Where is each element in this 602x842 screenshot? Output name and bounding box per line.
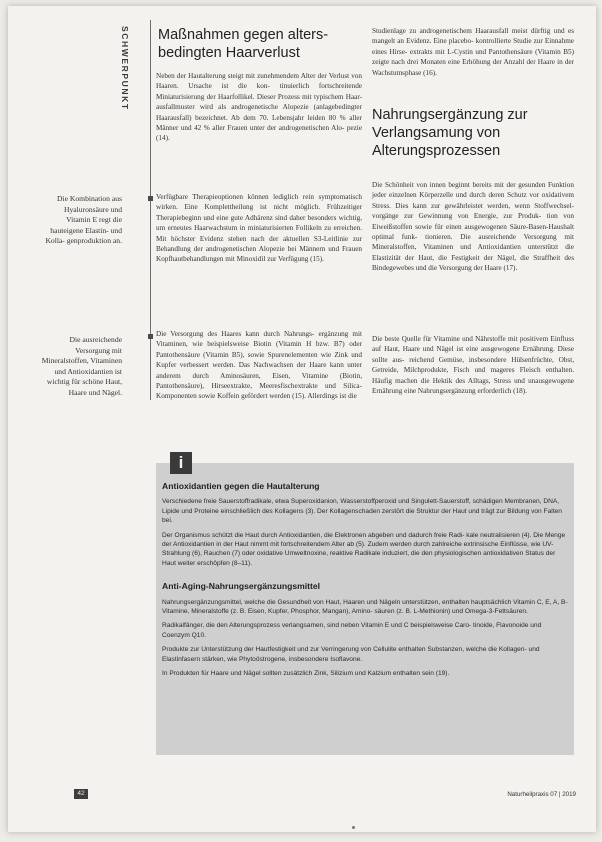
info-paragraph: Verschiedene freie Sauerstoffradikale, etwa Superoxidanion, Wasserstoffperoxid und Singulett-Sauerstoff, schädigen Membranen, DNA, Lipide und Proteine einschließlich des Kollagens (3). Der Kollagenschaden zerstört die Struktur der Haut und trägt zur Bildung von Falten bei. <box>162 498 562 525</box>
bullet-marker <box>148 196 153 201</box>
left-paragraph <box>156 192 362 271</box>
paragraph: Die Versorgung des Haares kann durch Nahrungs- ergänzung mit Vitaminen, wie beispielsweise Biotin (Vitamin H bzw. B7) oder Pantothensäure (Vitamin B5), sowie Spurenelementen wie Zink und Kupfer verbessert werden. Das Nachwachsen der Haare kann unter anderem durch Aminosäuren, Eisen, Vitamine (Biotin, Pantothensäure), Hirseextrakte, Meeresfischextrakte und Silica-Komponenten sowie Koffein gefördert werden (15). Allerdings ist die <box>156 330 362 401</box>
info-paragraph: Radikalfänger, die den Alterungsprozess verlangsamen, sind neben Vitamin E und C beispielsweise Caro- tinoide, Flavonoide und Coenzym Q10. <box>162 622 542 639</box>
info-heading: Anti-Aging-Nahrungsergänzungsmittel <box>162 581 321 592</box>
section-label: SCHWERPUNKT <box>120 26 130 111</box>
left-heading: Maßnahmen gegen alters- bedingten Haarverlust <box>158 27 329 61</box>
right-paragraph <box>372 26 574 84</box>
paragraph: Die beste Quelle für Vitamine und Nährstoffe mit positivem Einfluss auf Haut, Haare und Nägel ist eine ausgewogene Ernährung. Diese sollte aus- reichend Gemüse, insbesondere Hülsenfrüchte, Obst, Getreide, Milchprodukte, Fisch und mageres Fleisch enthalten. Häufig machen die Hektik des Alltags, Stress und unausgewogene Ernährung eine Nahrungsergänzung erforderlich (18). <box>372 335 574 396</box>
right-heading: Nahrungsergänzung zur Verlangsamung von Alterungsprozessen <box>372 107 528 159</box>
column-divider <box>150 20 151 400</box>
info-box-content <box>162 482 568 684</box>
info-icon: i <box>170 452 192 474</box>
info-paragraph: Der Organismus schützt die Haut durch Antioxidantien, die Elektronen abgeben und dadurch freie Radi- kale neutralisieren (4). Die Menge der Antioxidantien in der Haut nimmt mit fortschreitendem Alter ab (5). Zudem werden durch zahlreiche extrinsische Einflüsse, wie UV-Strahlung (6), Rauchen (7) oder oxidative Umweltnoxine, reaktive Radikale induziert, die den physiologischen antioxidativen Status der Haut weiter erschöpfen (8–11). <box>162 531 566 567</box>
left-paragraph <box>156 71 362 150</box>
paragraph: Studienlage zu androgenetischem Haarausfall meist dürftig und es mangelt an Evidenz. Eine placebo- kontrollierte Studie zur Einnahme eines Hirse- extrakts mit L-Cystin und Pantothensäure (Vitamin B5) zeigte nach drei Monaten eine Erhöhung der Anzahl der Haare in der Wachstumsphase (16). <box>372 27 574 77</box>
bullet-marker <box>148 334 153 339</box>
info-paragraph: In Produkten für Haare und Nägel sollten zusätzlich Zink, Silizium und Kalzium enthalten sein (19). <box>162 670 450 678</box>
info-paragraph: Produkte zur Unterstützung der Hautfestigkeit und zur Verringerung von Cellulite enthalten Substanzen, welche die Kollagen- und Elastinfasern stärken, wie Phytoöstrogene, insbesondere Isoflavone. <box>162 646 540 663</box>
paragraph: Neben der Hautalterung steigt mit zunehmendem Alter der Verlust von Haaren. Ursache ist die kon- tinuierlich fortschreitende Miniaturisierung der Haarfollikel. Dieser Prozess mit typischem Haar- ausfallmuster wird als androgenetische Alopezie (anlagebedingter Haarausfall) bezeichnet. Ab dem 70. Lebensjahr leiden 80 % aller Männer und 42 % aller Frauen unter der androgenetischen Alo- pezie (14). <box>156 72 362 143</box>
right-paragraph <box>372 334 574 402</box>
info-heading: Antioxidantien gegen die Hautalterung <box>162 481 320 491</box>
right-paragraph <box>372 180 574 280</box>
paragraph: Die Schönheit von innen beginnt bereits mit der gesunden Funktion jeder einzelnen Körperzelle und durch deren Schutz vor oxidativem Stress. Dies kann zur gewährleistet werden, wenn Stoffwechsel- vorgänge zur Gewinnung von Energie, zur Produk- tion von Eiweißstoffen sowie für einen ausgewogenen Säure-Basen-Haushalt optimal funk- tionieren. Die ausreichende Versorgung mit Mineralstoffen, Vitaminen und Antioxidantien unterstützt die Elastizität der Haut, die Festigkeit der Nägel, die Straffheit des Bindegewebes und die Versorgung der Haare (17). <box>372 181 574 273</box>
scan-mark <box>352 826 355 829</box>
page-number: 42 <box>74 789 88 799</box>
paragraph: Verfügbare Therapieoptionen können lediglich rein symptomatisch wirken. Eine Komplettheilung ist nicht möglich. Frühzeitiger Therapiebeginn und eine gute Adhärenz sind daher besonders wichtig, um erneutes Haarwachstum in miniaturisierten Follikeln zu erreichen. Mit höchster Evidenz stehen nach der aktuellen S3-Leitlinie zur Behandlung der androgenetischen Alopezie bei Männern und Frauen Kopfhautbehandlungen mit Minoxidil zur Verfügung (15). <box>156 193 362 264</box>
left-paragraph <box>156 329 362 408</box>
sidebar-note: Die Kombination aus Hyaluronsäure und Vitamin E regt die hauteigene Elastin- und Kolla- genproduktion an. <box>45 194 122 246</box>
sidebar-note: Die ausreichende Versorgung mit Mineralstoffen, Vitaminen und Antioxidantien ist wichtig für schöne Haut, Haare und Nägel. <box>41 335 122 397</box>
journal-footer: Naturheilpraxis 07 | 2019 <box>507 791 576 798</box>
info-paragraph: Nahrungsergänzungsmittel, welche die Gesundheit von Haut, Haaren und Nägeln unterstützen, enthalten hauptsächlich Vitamin C, E, A, B-Vitamine, Mineralstoffe (z. B. Eisen, Kupfer, Phosphor, Mangan), Amino- säuren (z. B. L-Methionin) und Omega-3-Fettsäuren. <box>162 598 568 616</box>
